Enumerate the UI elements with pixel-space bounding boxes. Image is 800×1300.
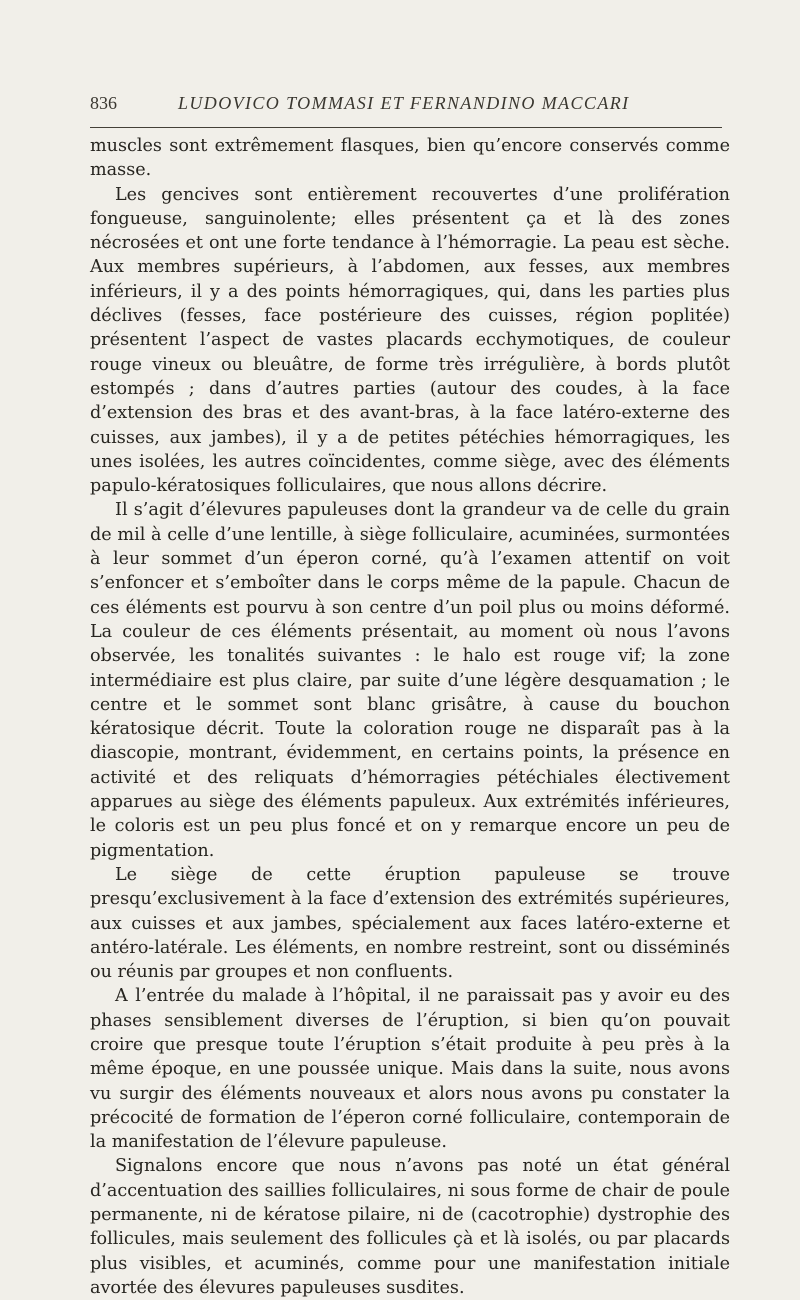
paragraph: Signalons encore que nous n’avons pas noté un état général d’accentuation des saillies folliculaires, ni sous forme de chair de poule permanente, ni de kératose pilaire, ni de (cacotrophie) dystrophie des follicules, mais seulement des follicules çà et là isolés, ou par placards plus visibles, et acuminés, comme pour une manifestation initiale avortée des élevures papuleuses susdites. bbox=[90, 1156, 730, 1298]
body-text bbox=[90, 134, 730, 1300]
paragraph: Il s’agit d’élevures papuleuses dont la grandeur va de celle du grain de mil à celle d’une lentille, à siège folliculaire, acuminées, surmontées à leur sommet d’un éperon corné, qu’à l’examen attentif on voit s’enfoncer et s’emboîter dans le corps même de la papule. Chacun de ces éléments est pourvu à son centre d’un poil plus ou moins déformé. La couleur de ces éléments présentait, au moment où nous l’avons observée, les tonalités suivantes : le halo est rouge vif; la zone intermédiaire est plus claire, par suite d’une légère desquamation ; le centre et le sommet sont blanc grisâtre, à cause du bouchon kératosique décrit. Toute la coloration rouge ne disparaît pas à la diascopie, montrant, évidemment, en certains points, la présence en activité et des reliquats d’hémorragies pétéchiales électivement apparues au siège des éléments papuleux. Aux extrémités inférieures, le coloris est un peu plus foncé et on y remarque encore un peu de pigmentation. bbox=[90, 500, 730, 861]
paragraph: A l’entrée du malade à l’hôpital, il ne paraissait pas y avoir eu des phases sensiblement diverses de l’éruption, si bien qu’on pouvait croire que presque toute l’éruption s’était produite à peu près à la même époque, en une poussée unique. Mais dans la suite, nous avons vu surgir des éléments nouveaux et alors nous avons pu constater la précocité de formation de l’éperon corné folliculaire, contemporain de la manifestation de l’élevure papuleuse. bbox=[90, 986, 730, 1153]
page-header bbox=[90, 93, 720, 117]
paragraph: muscles sont extrêmement flasques, bien qu’encore conservés comme masse. bbox=[90, 136, 730, 181]
running-title: LUDOVICO TOMMASI ET FERNANDINO MACCARI bbox=[178, 93, 630, 113]
paragraph: Les gencives sont entièrement recouvertes d’une prolifération fongueuse, sanguinolente; elles présentent ça et là des zones nécrosées et ont une forte tendance à l’hémorragie. La peau est sèche. Aux membres supérieurs, à l’abdomen, aux fesses, aux membres inférieurs, il y a des points hémorragiques, qui, dans les parties plus déclives (fesses, face postérieure des cuisses, région poplitée) présentent l’aspect de vastes placards ecchymotiques, de couleur rouge vineux ou bleuâtre, de forme très irrégulière, à bords plutôt estompés ; dans d’autres parties (autour des coudes, à la face d’extension des bras et des avant-bras, à la face latéro-externe des cuisses, aux jambes), il y a de petites pétéchies hémorragiques, les unes isolées, les autres coïncidentes, comme siège, avec des éléments papulo-kératosiques folliculaires, que nous allons décrire. bbox=[90, 184, 730, 497]
paragraph: Le siège de cette éruption papuleuse se trouve presqu’exclusivement à la face d’extension des extrémités supérieures, aux cuisses et aux jambes, spécialement aux faces latéro-externe et antéro-latérale. Les éléments, en nombre restreint, sont ou disséminés ou réunis par groupes et non confluents. bbox=[90, 864, 730, 983]
header-rule bbox=[90, 127, 722, 128]
page-number: 836 bbox=[90, 93, 117, 113]
